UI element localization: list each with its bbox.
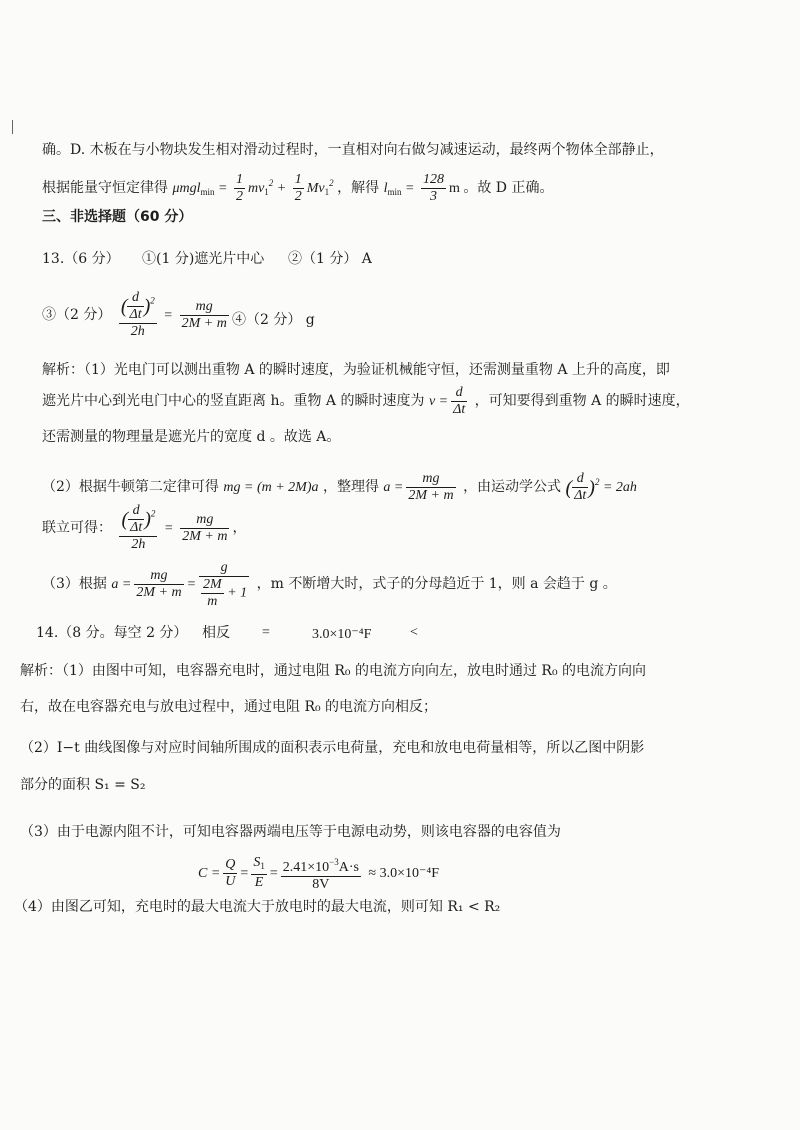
para-d-line1: 确。D. 木板在与小物块发生相对滑动过程时，一直相对向右做匀减速运动，最终两个物体全部静止， bbox=[42, 142, 664, 158]
limit-formula: a = $\frac{mg}{2M + m}$ = g $\frac{2M}{m}$ + 1 bbox=[111, 559, 248, 609]
velocity-formula: v = $\frac{d}{\Delta t}$ bbox=[428, 385, 466, 418]
para-d-line2-end: 。故 D 正确。 bbox=[463, 180, 554, 196]
section-title: 三、非选择题（60 分） bbox=[42, 209, 193, 225]
q13-sol2-line1 bbox=[42, 462, 637, 502]
q13-sol2-mid: ，整理得 bbox=[322, 479, 379, 495]
para-d-line2-mid: ，解得 bbox=[337, 180, 380, 196]
q14-answer-1: 相反 bbox=[202, 625, 230, 641]
para-d-line2-pre: 根据能量守恒定律得 bbox=[42, 180, 168, 196]
q14-sol3-line1: （3）由于电源内阻不计，可知电容器两端电压等于电源电动势，则该电容器的电容值为 bbox=[20, 824, 561, 840]
para-d-line2 bbox=[42, 163, 553, 203]
q13-sol3 bbox=[42, 555, 617, 613]
newton-equation: mg = (m + 2M)a bbox=[223, 480, 319, 495]
q14-sol2-line1: （2）I−t 曲线图像与对应时间轴所围成的面积表示电荷量，充电和放电电荷量相等，所以乙图中阴影 bbox=[20, 740, 645, 756]
scan-bracket-mark bbox=[12, 120, 16, 134]
q13-answer-3-row: ③（2 分） ( $\frac{d}{\Delta t}$ )$^2$ 2h = $\frac{mg}{2M + m}$ bbox=[42, 290, 227, 339]
q13-answer-1: ①(1 分)遮光片中心 bbox=[142, 251, 265, 267]
q13-sol1-line3: 还需测量的物理量是遮光片的宽度 d 。故选 A。 bbox=[42, 429, 341, 445]
capacitance-result: ≈ 3.0×10⁻⁴F bbox=[368, 866, 440, 881]
q13-sol1-line2-pre: 遮光片中心到光电门中心的竖直距离 h。重物 A 的瞬时速度为 bbox=[42, 393, 425, 409]
q14-answer-4: < bbox=[410, 625, 418, 640]
q13-sol2-line2: 联立可得： ( $\frac{d}{\Delta t}$ )$^2$ 2h = $\frac{mg}{2M + m}$ ， bbox=[42, 503, 247, 552]
q13-answer-3-label: ③（2 分） bbox=[42, 307, 112, 323]
q14-answer-3: 3.0×10⁻⁴F bbox=[312, 627, 372, 642]
q13-head: 13.（6 分） bbox=[42, 251, 120, 267]
q13-sol1-line2-post: ，可知要得到重物 A 的瞬时速度， bbox=[474, 393, 690, 409]
q14-sol4: （4）由图乙可知，充电时的最大电流大于放电时的最大电流，则可知 R₁ < R₂ bbox=[14, 899, 501, 915]
q13-sol3-post: ，m 不断增大时，式子的分母趋近于 1，则 a 会趋于 g 。 bbox=[256, 576, 617, 592]
q13-sol1-line2 bbox=[42, 382, 690, 420]
q13-sol3-pre: （3）根据 bbox=[42, 576, 107, 592]
q13-answer-4: ④（2 分） g bbox=[232, 312, 315, 328]
q13-sol1-line1: 解析：（1）光电门可以测出重物 A 的瞬时速度，为验证机械能守恒，还需测量重物 A 上升的高度，即 bbox=[42, 362, 670, 378]
q14-sol1-line1: 解析：（1）由图中可知，电容器充电时，通过电阻 R₀ 的电流方向向左，放电时通过 R₀ 的电流方向向 bbox=[20, 663, 647, 679]
q13-answer-3-lhs: ( $\frac{d}{\Delta t}$ )$^2$ 2h bbox=[120, 290, 155, 339]
acceleration-formula: a = $\frac{mg}{2M + m}$ bbox=[383, 471, 454, 504]
kinematics-formula: ( $\frac{d}{\Delta t}$ )$^2$ = 2ah bbox=[565, 471, 637, 504]
q13-sol2-pre: （2）根据牛顿第二定律可得 bbox=[42, 479, 219, 495]
combined-rhs: $\frac{mg}{2M + m}$ bbox=[182, 511, 228, 544]
q14-sol2-line2: 部分的面积 S₁ = S₂ bbox=[20, 777, 146, 793]
capacitance-equation: C = $\frac{Q}{U}$ = $\frac{S_1}{E}$ = $\frac{2.41\times 10^{-3}A\cdot s}{8V}$ ≈ 3.0×10⁻⁴F bbox=[198, 855, 440, 892]
q13-sol2-mid2: ，由运动学公式 bbox=[463, 479, 562, 495]
energy-equation: μmgl$_{min}$ = $\frac{1}{2}$ $mv_1^2$ + $\frac{1}{2}$ $Mv_1^2$ bbox=[172, 172, 334, 205]
combined-lhs: ( $\frac{d}{\Delta t}$ )$^2$ 2h bbox=[121, 503, 156, 552]
q13-sol2b-pre: 联立可得： bbox=[42, 520, 112, 536]
q14-sol1-line2: 右，故在电容器充电与放电过程中，通过电阻 R₀ 的电流方向相反； bbox=[20, 699, 438, 715]
q13-answer-2: ②（1 分） A bbox=[288, 251, 372, 267]
q14-answer-2: = bbox=[262, 625, 270, 640]
q13-answer-3-rhs: $\frac{mg}{2M + m}$ bbox=[181, 298, 227, 331]
q14-head: 14.（8 分。每空 2 分） bbox=[36, 625, 188, 641]
lmin-result: $l_{min}$ = $\frac{128}{3}$ m bbox=[383, 172, 460, 205]
